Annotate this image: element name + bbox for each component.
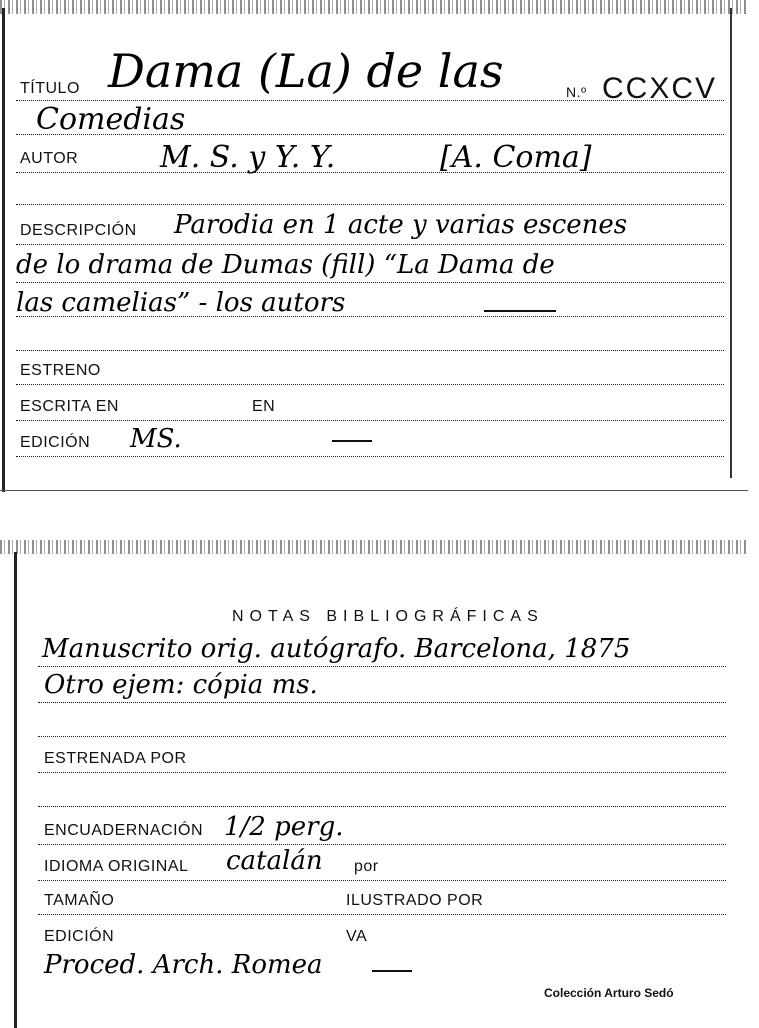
- notes-line-1: Manuscrito orig. autógrafo. Barcelona, 1875: [42, 634, 631, 664]
- idioma-rule: [38, 880, 726, 881]
- autor-value: M. S. y Y. Y.: [160, 140, 336, 175]
- descripcion-rule-1: [16, 244, 724, 245]
- tamano-rule: [38, 914, 726, 915]
- card-right-border: [730, 8, 732, 478]
- card-top-edge: [0, 0, 748, 14]
- edicion-rule: [16, 456, 724, 457]
- titulo-rule-2: [16, 134, 724, 135]
- en-label: EN: [252, 398, 276, 415]
- escrita-en-rule: [16, 420, 724, 421]
- numero-label: N.º: [566, 84, 587, 100]
- titulo-label: TÍTULO: [20, 80, 80, 97]
- titulo-value-continued: Comedias: [36, 102, 186, 137]
- descripcion-line-2: de lo drama de Dumas (fill) “La Dama de: [16, 250, 555, 280]
- idioma-original-label: IDIOMA ORIGINAL: [44, 858, 189, 875]
- blank-rule: [16, 204, 724, 205]
- provenance-dash: [372, 970, 412, 972]
- autor-label: AUTOR: [20, 150, 79, 167]
- encuadernacion-label: ENCUADERNACIÓN: [44, 822, 204, 839]
- card-left-border: [14, 552, 17, 1028]
- descripcion-rule-2: [16, 282, 724, 283]
- notes-rule-4: [38, 806, 726, 807]
- card-top-edge: [0, 540, 748, 554]
- va-label: VA: [346, 928, 368, 945]
- descripcion-rule-4: [16, 350, 724, 351]
- notes-rule-1: [38, 666, 726, 667]
- notes-rule-2: [38, 702, 726, 703]
- notas-heading: NOTAS BIBLIOGRÁFICAS: [232, 608, 544, 625]
- titulo-rule: [16, 100, 724, 101]
- edicion-label: EDICIÓN: [44, 928, 115, 945]
- numero-value: CCXCV: [602, 72, 718, 105]
- collection-credit: Colección Arturo Sedó: [544, 986, 674, 1000]
- autor-attribution: [A. Coma]: [440, 140, 592, 175]
- notes-rule-3: [38, 736, 726, 737]
- provenance-note: Proced. Arch. Romea: [44, 950, 323, 980]
- por-label: por: [354, 858, 379, 875]
- catalog-card-notes: [0, 540, 748, 1028]
- estreno-rule: [16, 384, 724, 385]
- ilustrado-por-label: ILUSTRADO POR: [346, 892, 484, 909]
- catalog-card-main: [0, 0, 748, 492]
- descripcion-line-1: Parodia en 1 acte y varias escenes: [174, 210, 628, 240]
- descripcion-line-3: las camelias” - los autors: [16, 288, 346, 318]
- idioma-original-value: catalán: [226, 846, 323, 876]
- tamano-label: TAMAÑO: [44, 892, 115, 909]
- estreno-label: ESTRENO: [20, 362, 101, 379]
- escrita-en-label: ESCRITA EN: [20, 398, 119, 415]
- edicion-dash: [332, 440, 372, 442]
- edicion-value: MS.: [130, 424, 182, 454]
- edicion-label: EDICIÓN: [20, 434, 91, 451]
- descripcion-rule-3: [16, 316, 724, 317]
- card-bottom-edge: [0, 490, 748, 491]
- descripcion-label: DESCRIPCIÓN: [20, 222, 137, 239]
- encuadernacion-rule: [38, 844, 726, 845]
- estrenada-por-rule: [38, 772, 726, 773]
- encuadernacion-value: 1/2 perg.: [224, 812, 344, 842]
- descripcion-dash: [484, 310, 556, 312]
- autor-rule: [16, 172, 724, 173]
- titulo-value: Dama (La) de las: [108, 44, 504, 98]
- notes-line-2: Otro ejem: cópia ms.: [44, 670, 318, 700]
- card-left-border: [2, 8, 5, 492]
- estrenada-por-label: ESTRENADA POR: [44, 750, 187, 767]
